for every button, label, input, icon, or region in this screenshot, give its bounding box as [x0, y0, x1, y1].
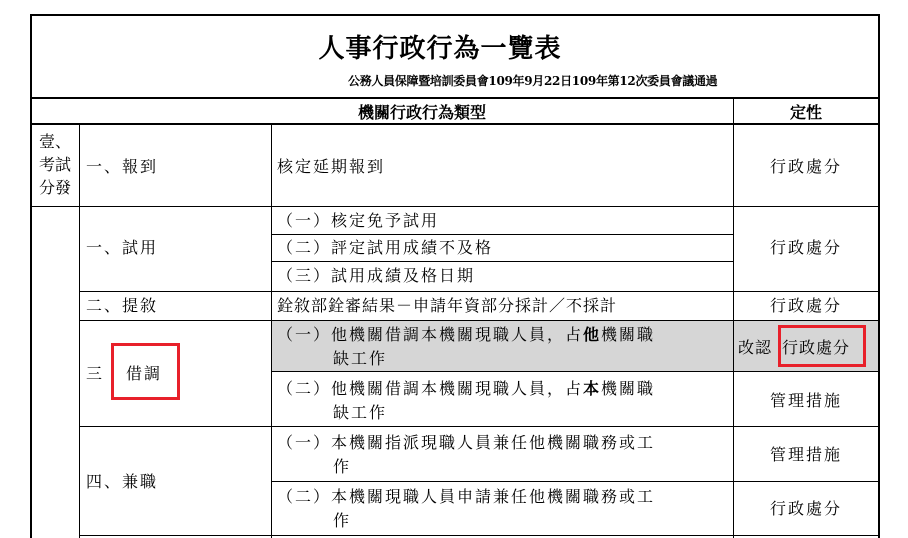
nature-concurrent-2: 行政處分: [769, 499, 842, 518]
desc-secondment-1-line1: [277, 325, 655, 345]
rule-under-title: [30, 97, 880, 99]
desc-secondment-2-line2: 缺工作: [333, 403, 388, 422]
annotation-box-item: [111, 343, 180, 400]
desc-secondment-1-emphasis: 他: [583, 325, 602, 344]
rule-after-seniority: [79, 320, 880, 321]
rule-after-secondment: [79, 426, 880, 427]
desc-secondment-2-emphasis: 本: [583, 379, 602, 398]
header-nature: 定性: [789, 103, 822, 122]
approval-note: 公務人員保障暨培訓委員會109年9月22日109年第12次委員會議通過: [348, 74, 718, 88]
item-column-divider: [271, 123, 272, 538]
item-secondment-prefix: 三: [86, 364, 103, 383]
item-report: 一、報到: [86, 157, 159, 176]
desc-concurrent-1-line2: 作: [333, 457, 350, 476]
rule-trial-sub-2: [271, 261, 734, 262]
category-line-1: 壹、: [38, 132, 71, 151]
desc-secondment-2-text-a: （二）他機關借調本機關現職人員，占: [277, 379, 584, 398]
desc-concurrent-2-line2: 作: [333, 511, 350, 530]
nature-report: 行政處分: [769, 157, 842, 176]
desc-trial-3: （三）試用成績及格日期: [277, 266, 476, 285]
rule-under-header: [30, 123, 880, 125]
desc-secondment-1-text-c: 機關職: [601, 325, 656, 344]
nature-secondment-1: 行政處分: [782, 338, 851, 357]
category-line-2: 考試: [38, 155, 71, 174]
desc-secondment-2-text-c: 機關職: [601, 379, 656, 398]
desc-secondment-2-line1: [277, 379, 655, 399]
item-secondment: 借調: [126, 364, 163, 383]
rule-secondment-sub: [271, 371, 880, 372]
nature-secondment-2: 管理措施: [769, 391, 842, 410]
nature-secondment-1-prefix: 改認: [738, 338, 773, 357]
nature-trial: 行政處分: [769, 238, 842, 257]
table-border-top: [30, 14, 880, 16]
rule-trial-sub-1: [271, 234, 734, 235]
rule-after-trial: [79, 291, 880, 292]
desc-report: 核定延期報到: [277, 157, 386, 176]
category-line-3: 分發: [38, 178, 71, 197]
category-label: [30, 130, 80, 199]
table-border-left: [30, 14, 32, 538]
item-concurrent: 四、兼職: [86, 472, 159, 491]
nature-seniority: 行政處分: [769, 296, 842, 315]
nature-concurrent-1: 管理措施: [769, 445, 842, 464]
page-title: 人事行政行為一覽表: [318, 34, 562, 64]
desc-concurrent-1-line1: （一）本機關指派現職人員兼任他機關職務或工: [277, 433, 656, 452]
desc-secondment-1-line2: 缺工作: [333, 349, 388, 368]
rule-after-section-1: [30, 206, 880, 207]
table-border-right: [878, 14, 880, 538]
desc-trial-1: （一）核定免予試用: [277, 211, 440, 230]
desc-concurrent-2-line1: （二）本機關現職人員申請兼任他機關職務或工: [277, 487, 656, 506]
annotation-box-nature: [778, 325, 866, 367]
item-trial: 一、試用: [86, 238, 159, 257]
item-seniority: 二、提敘: [86, 296, 159, 315]
rule-concurrent-sub: [271, 481, 880, 482]
header-type: 機關行政行為類型: [357, 103, 486, 122]
desc-trial-2: （二）評定試用成績不及格: [277, 238, 494, 257]
desc-secondment-1-text-a: （一）他機關借調本機關現職人員，占: [277, 325, 584, 344]
desc-seniority: 銓敘部銓審結果－申請年資部分採計／不採計: [277, 296, 618, 315]
rule-bottom: [79, 535, 880, 536]
